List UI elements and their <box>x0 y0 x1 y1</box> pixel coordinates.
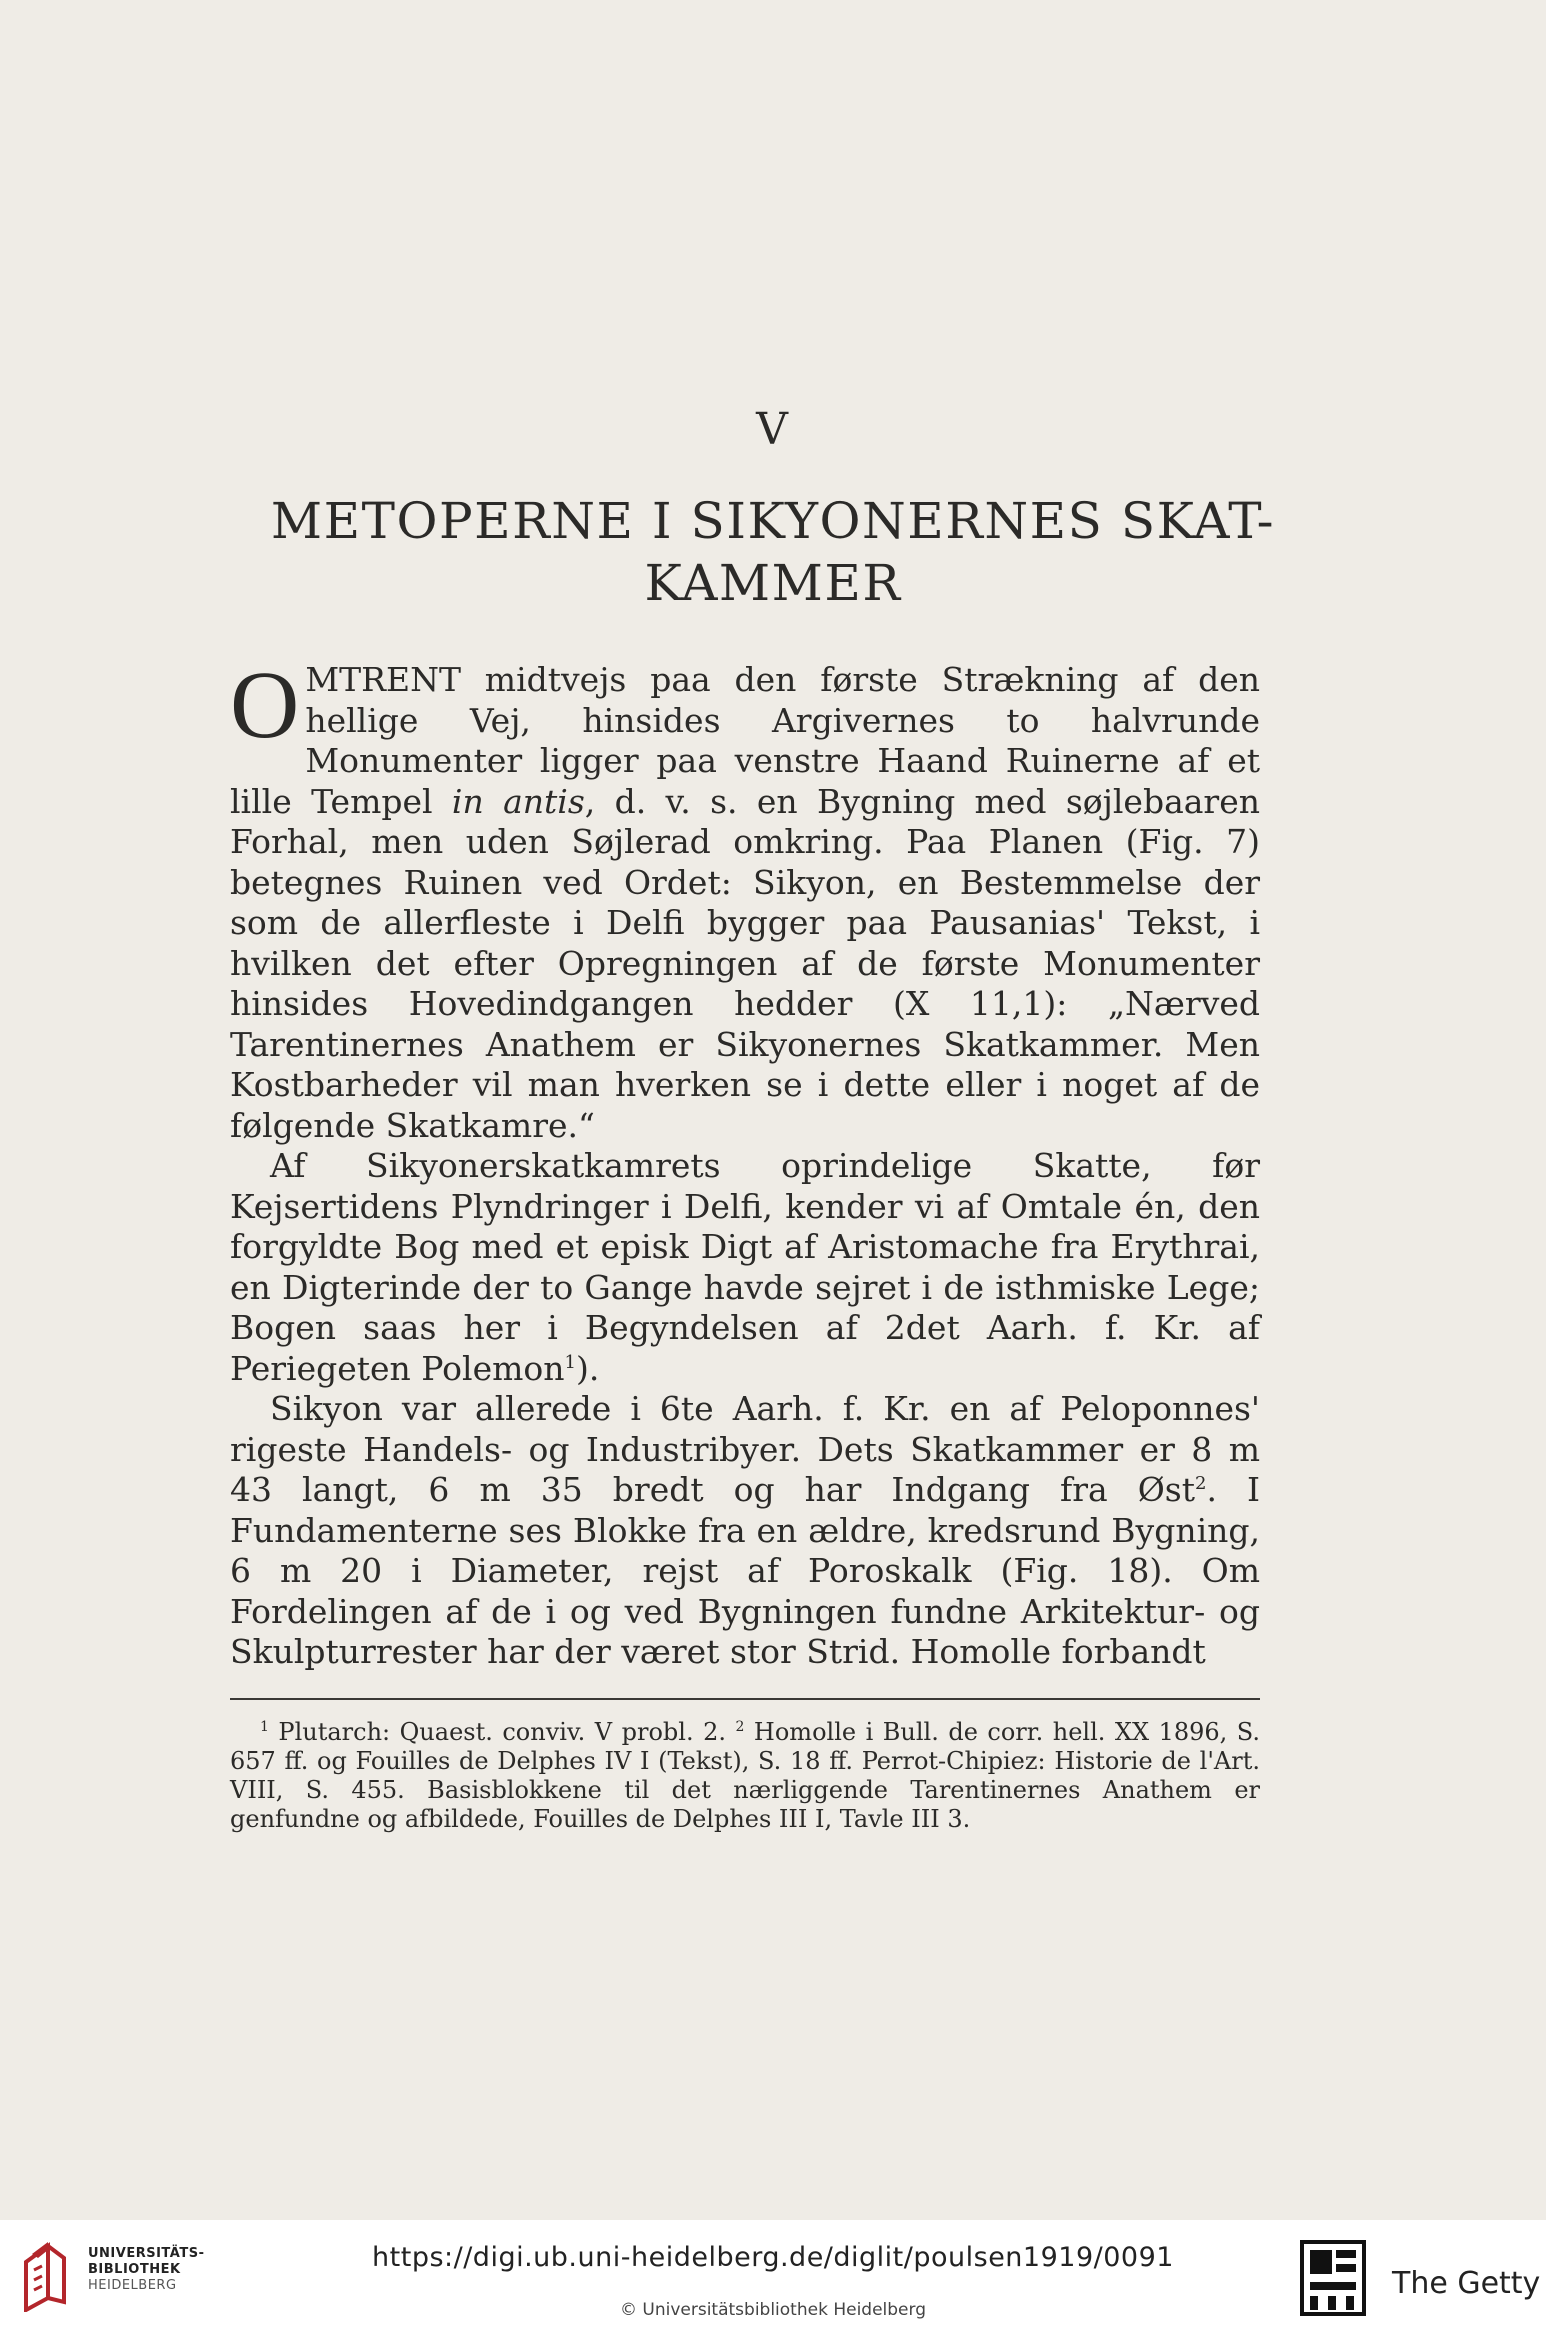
footnote-1: Plutarch: Quaest. conviv. V probl. 2. <box>268 1718 736 1746</box>
paragraph-2-text: Af Sikyonerskatkamrets oprindelige Skatte, før Kejsertidens Plyndringer i Delfi, kender vi af Omtale én, den forgyldte Bog med et episk Digt af Aristomache fra Erythrai, en Digterinde der to Gange havde sejret i de isthmiske Lege; Bogen saas her i Begyndelsen af 2det Aarh. f. Kr. af Periegeten Polemon <box>230 1146 1260 1388</box>
permalink-url[interactable]: https://digi.ub.uni-heidelberg.de/diglit/poulsen1919/0091 <box>372 2242 1174 2273</box>
paragraph-3-text-b: . I Fundamenterne ses Blokke fra en ældre, kredsrund Bygning, 6 m 20 i Diameter, rejst af Poroskalk (Fig. 18). Om Fordelingen af de i og ved Bygningen fundne Arkitektur- og Skulpturrester har der været stor Strid. Homolle forbandt <box>230 1470 1260 1671</box>
paragraph-1-italic: in antis <box>451 781 585 821</box>
paragraph-1-text-b: , d. v. s. en Bygning med søjlebaaren Forhal, men uden Søjlerad omkring. Paa Planen (Fig. 7) betegnes Ruinen ved Ordet: Sikyon, en Bestemmelse der som de allerfleste i Delfi bygger paa Pausanias' Tekst, i hvilken det efter Opregningen af de første Monumenter hinsides Hovedindgangen hedder (X 11,1): „Nærved Tarentinernes Anathem er Sikyonernes Skatkammer. Men Kostbarheder vil man hverken se i dette eller i noget af de følgende Skatkamre.“ <box>230 781 1260 1145</box>
footnotes <box>230 1718 1260 1834</box>
library-name-line-3: HEIDELBERG <box>88 2278 177 2293</box>
footnote-mark-2: 2 <box>735 1719 745 1735</box>
paragraph-3 <box>230 1389 1260 1673</box>
getty-logo-icon <box>1300 2238 1366 2318</box>
copyright-notice: © Universitätsbibliothek Heidelberg <box>619 2300 926 2320</box>
footnote-mark-1: 1 <box>260 1719 269 1735</box>
paragraph-1-text-a: MTRENT midtvejs paa den første Strækning af den hellige Vej, hinsides Argivernes to halvrunde Monumenter ligger paa venstre Haand Ruinerne af et lille Tempel <box>230 660 1260 821</box>
chapter-number: V <box>756 404 790 455</box>
getty-label: The Getty <box>1392 2266 1541 2301</box>
footer-bar <box>0 2220 1546 2333</box>
chapter-title-line-1: METOPERNE I SIKYONERNES SKAT- <box>270 492 1276 550</box>
paragraph-1 <box>230 651 1260 1146</box>
library-name-line-2: BIBLIOTHEK <box>88 2262 181 2277</box>
footnote-ref-2: 2 <box>1194 1473 1207 1494</box>
drop-cap: O <box>230 651 300 758</box>
footnote-2: Homolle i Bull. de corr. hell. XX 1896, S. 657 ff. og Fouilles de Delphes IV I (Tekst), S. 18 ff. Perrot-Chipiez: Historie de l'Art. VIII, S. 455. Basisblokkene til det nærliggende Tarentinernes Anathem er genfundne og afbildede, Fouilles de Delphes III I, Tavle III 3. <box>230 1718 1260 1833</box>
footnote-ref-1: 1 <box>564 1351 576 1373</box>
paragraph-3-text-a: Sikyon var allerede i 6te Aarh. f. Kr. en af Peloponnes' rigeste Handels- og Industribyer. Dets Skatkammer er 8 m 43 langt, 6 m 35 bredt og har Indgang fra Øst <box>230 1389 1260 1509</box>
body-text <box>230 651 1260 1673</box>
library-name-line-1: UNIVERSITÄTS- <box>88 2246 205 2261</box>
paragraph-2 <box>230 1146 1260 1389</box>
paragraph-2-end: ). <box>575 1348 600 1388</box>
chapter-title <box>180 490 1366 614</box>
footnote-divider <box>230 1698 1260 1700</box>
chapter-title-line-2: KAMMER <box>644 554 902 612</box>
